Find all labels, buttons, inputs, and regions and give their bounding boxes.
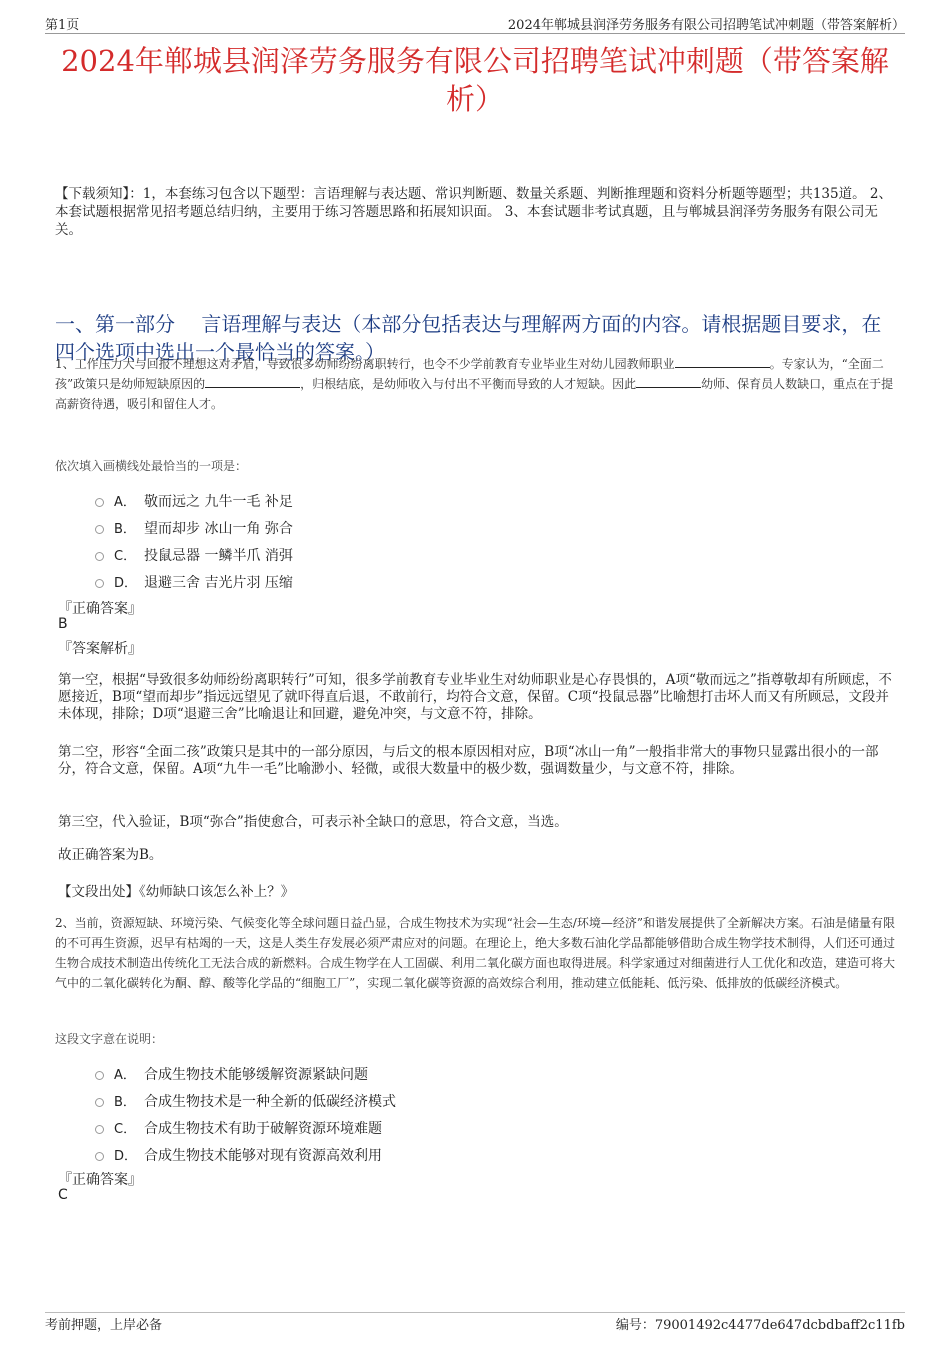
option-b[interactable]: B． 望而却步 冰山一角 弥合 bbox=[95, 514, 293, 541]
blank-3 bbox=[636, 375, 701, 388]
answer-value: B bbox=[58, 616, 68, 632]
radio-icon[interactable] bbox=[95, 552, 104, 561]
radio-icon[interactable] bbox=[95, 1071, 104, 1080]
question-2-text: 2、当前，资源短缺、环境污染、气候变化等全球问题日益凸显，合成生物技术为实现“社会—生态/环境—经济”和谐发展提供了全新解决方案。石油是储量有限的不可再生资源，迟早有枯竭的一天，这是人类生存发展必须严肃应对的问题。在理论上，绝大多数石油化学品都能够借助合成生物学技术制得，人们还可通过生物合成技术制造出传统化工无法合成的新燃料。合成生物学在人工固碳、利用二氧化碳方面也取得进展。科学家通过对细菌进行人工优化和改造，建造可将大气中的二氧化碳转化为酮、醇、酸等化学品的“细胞工厂”，实现二氧化碳等资源的高效综合利用，推动建立低能耗、低污染、低排放的低碳经济模式。 bbox=[55, 916, 896, 990]
option-a[interactable]: A． 合成生物技术能够缓解资源紧缺问题 bbox=[95, 1060, 396, 1087]
option-a[interactable]: A． 敬而远之 九牛一毛 补足 bbox=[95, 487, 293, 514]
section-heading: 一、第一部分 言语理解与表达（本部分包括表达与理解两方面的内容。请根据题目要求，在四个选项中选出一个最恰当的答案。） bbox=[55, 312, 882, 364]
analysis-paragraph-2: 第二空，形容“全面二孩”政策只是其中的一部分原因，与后文的根本原因相对应，B项“冰山一角”一般指非常大的事物只显露出很小的一部分，符合文意，保留。A项“九牛一毛”比喻渺小、轻微，或很大数量中的极少数，强调数量少，与文意不符，排除。 bbox=[58, 744, 879, 777]
page-header bbox=[45, 14, 905, 33]
blank-2 bbox=[205, 375, 300, 388]
option-c[interactable]: C． 合成生物技术有助于破解资源环境难题 bbox=[95, 1114, 396, 1141]
page-number: 第1页 bbox=[45, 18, 80, 33]
footer-serial: 编号：79001492c4477de647dcbdbaff2c11fb bbox=[615, 1318, 905, 1333]
document-title: 2024年郸城县润泽劳务服务有限公司招聘笔试冲刺题（带答案解析） bbox=[61, 44, 889, 116]
radio-icon[interactable] bbox=[95, 579, 104, 588]
question-1-options bbox=[95, 487, 293, 595]
question-2-prompt: 这段文字意在说明： bbox=[55, 1032, 164, 1046]
download-notice: 【下载须知】：1，本套练习包含以下题型：言语理解与表达题、常识判断题、数量关系题、判断推理题和资料分析题等题型；共135道。 2、本套试题根据常见招考题总结归纳，主要用于练习答题思路和拓展知识面。 3、本套试题非考试真题，且与郸城县润泽劳务服务有限公司无关。 bbox=[55, 186, 892, 238]
page-footer bbox=[45, 1314, 905, 1333]
answer-value: C bbox=[58, 1187, 68, 1203]
footer-slogan: 考前押题，上岸必备 bbox=[45, 1318, 163, 1333]
analysis-label: 『答案解析』 bbox=[58, 641, 142, 657]
radio-icon[interactable] bbox=[95, 525, 104, 534]
footer-divider bbox=[45, 1312, 905, 1313]
radio-icon[interactable] bbox=[95, 1125, 104, 1134]
source-citation: 【文段出处】《幼师缺口该怎么补上？》 bbox=[58, 884, 295, 900]
header-doc-title: 2024年郸城县润泽劳务服务有限公司招聘笔试冲刺题（带答案解析） bbox=[507, 18, 905, 33]
option-d[interactable]: D． 合成生物技术能够对现有资源高效利用 bbox=[95, 1141, 396, 1168]
question-1-prompt: 依次填入画横线处最恰当的一项是： bbox=[55, 459, 248, 473]
header-divider bbox=[45, 33, 905, 34]
option-d[interactable]: D． 退避三舍 吉光片羽 压缩 bbox=[95, 568, 293, 595]
blank-1 bbox=[675, 355, 770, 368]
option-b[interactable]: B． 合成生物技术是一种全新的低碳经济模式 bbox=[95, 1087, 396, 1114]
option-c[interactable]: C． 投鼠忌器 一鳞半爪 消弭 bbox=[95, 541, 293, 568]
radio-icon[interactable] bbox=[95, 1152, 104, 1161]
analysis-paragraph-1: 第一空，根据“导致很多幼师纷纷离职转行”可知，很多学前教育专业毕业生对幼师职业是心存畏惧的，A项“敬而远之”指尊敬却有所顾虑，不愿接近，B项“望而却步”指远远望见了就吓得直后退，不敢前行，均符合文意，保留。C项“投鼠忌器”比喻想打击坏人而又有所顾忌，文段并未体现，排除；D项“退避三舍”比喻退让和回避，避免冲突，与文意不符，排除。 bbox=[58, 672, 892, 722]
radio-icon[interactable] bbox=[95, 1098, 104, 1107]
analysis-conclusion: 故正确答案为B。 bbox=[58, 847, 163, 863]
radio-icon[interactable] bbox=[95, 498, 104, 507]
answer-label: 『正确答案』 bbox=[58, 1172, 142, 1188]
answer-label: 『正确答案』 bbox=[58, 601, 142, 617]
question-2-options bbox=[95, 1060, 396, 1168]
analysis-paragraph-3: 第三空，代入验证，B项“弥合”指使愈合，可表示补全缺口的意思，符合文意，当选。 bbox=[58, 814, 568, 830]
question-1-text: 1、工作压力大与回报不理想这对矛盾，导致很多幼师纷纷离职转行，也令不少学前教育专业毕业生对幼儿园教师职业 。专家认为，“全面二孩”政策只是幼师短缺原因的 ，归根结底，是幼师收入与付出不平衡而导致的人才短缺。因此 幼师、保育员人数缺口，重点在于提高薪资待遇，吸引和留住人才。 bbox=[55, 357, 894, 411]
